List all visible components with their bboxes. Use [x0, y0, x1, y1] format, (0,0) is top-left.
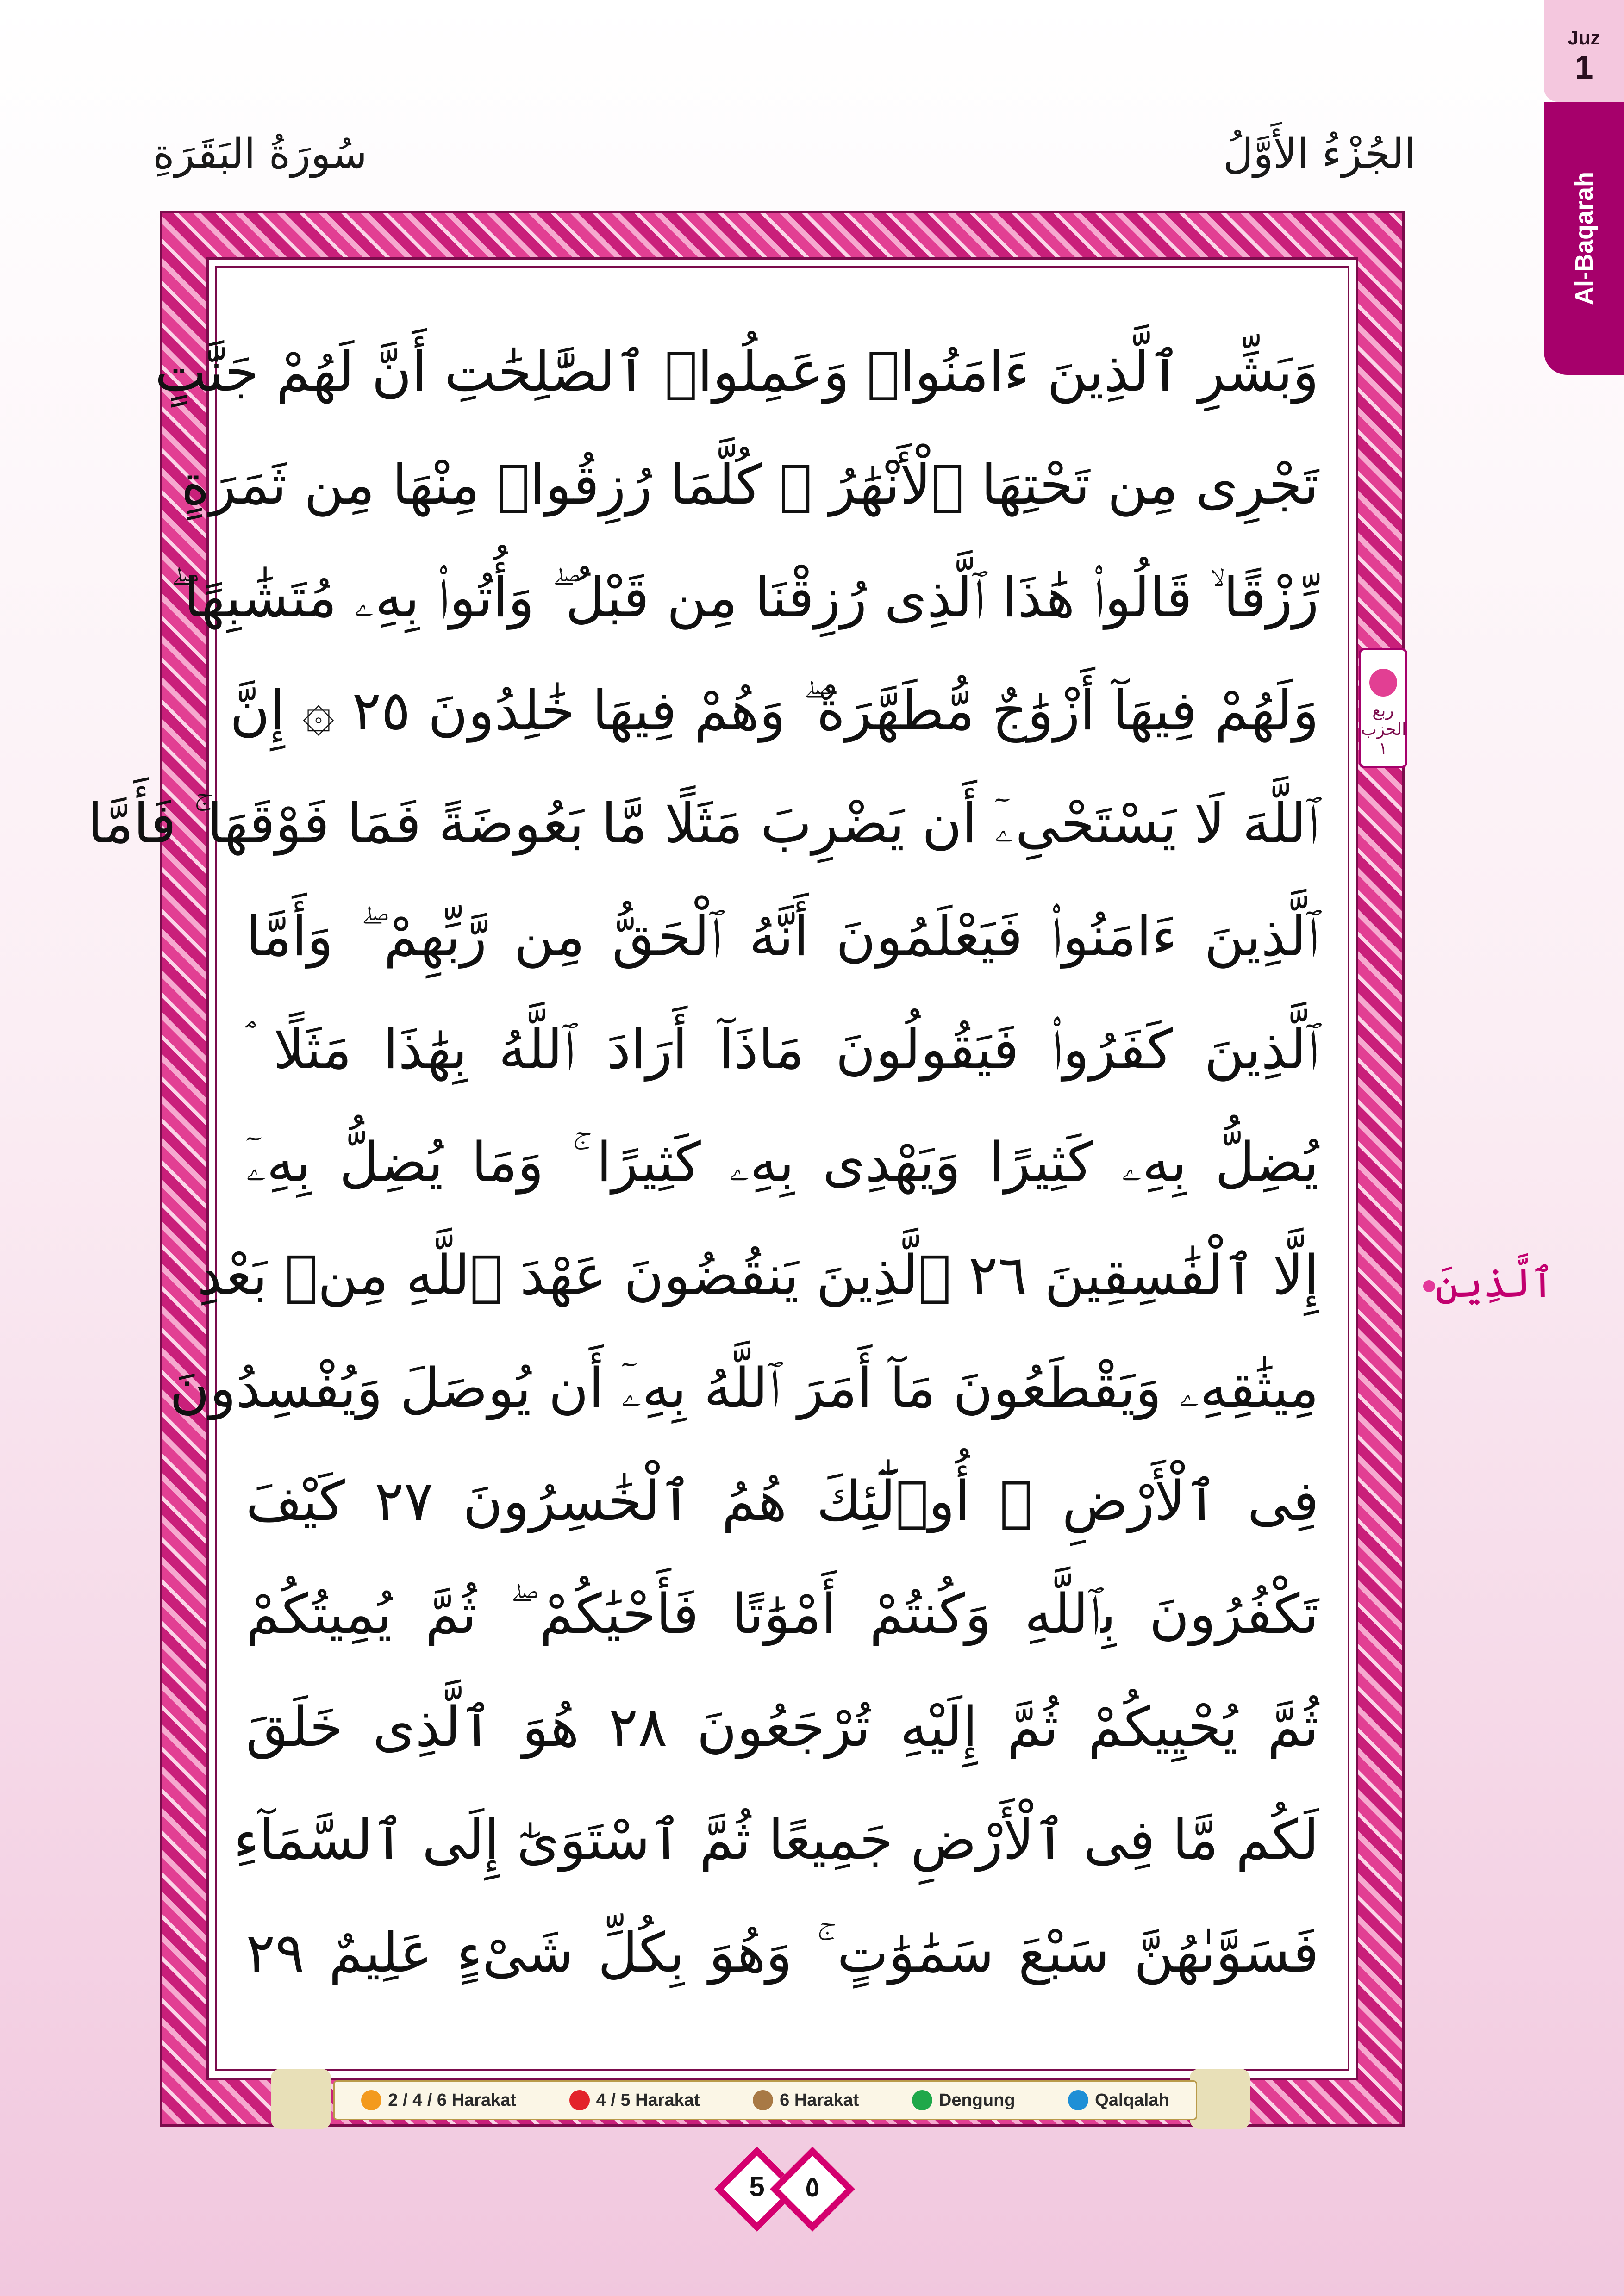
- ayah-line: لَكُم مَّا فِى ٱلْأَرْضِ جَمِيعًا ثُمَّ ٱسْتَوَىٰٓ إِلَى ٱلسَّمَآءِ: [233, 1808, 1319, 1872]
- ayah-line: يُضِلُّ بِهِۦ كَثِيرًا وَيَهْدِى بِهِۦ كَثِيرًا ۚ وَمَا يُضِلُّ بِهِۦٓ: [246, 1130, 1319, 1194]
- legend-item: [1068, 2090, 1169, 2110]
- juz-tab[interactable]: [1544, 0, 1624, 102]
- legend-item: [361, 2090, 516, 2110]
- page-number-arabic: ٥: [805, 2171, 820, 2202]
- legend-ornament-right-icon: [1190, 2069, 1250, 2129]
- text-panel: [87, 257, 1358, 2080]
- ayah-line: رِّزْقًا ۙ قَالُوا۟ هَٰذَا ٱلَّذِى رُزِقْنَا مِن قَبْلُ ۖ وَأُتُوا۟ بِهِۦ مُتَشَٰبِهًا ۖ: [170, 566, 1319, 629]
- legend-item: [753, 2090, 859, 2110]
- hizb-number: ١: [1378, 739, 1388, 758]
- green-dot-icon: [912, 2090, 932, 2110]
- orange-dot-icon: [361, 2090, 381, 2110]
- hizb-marker: [1359, 648, 1407, 768]
- juz-number: 1: [1574, 49, 1593, 86]
- hizb-ornament-icon: [1369, 669, 1397, 697]
- tajweed-legend: [333, 2080, 1197, 2120]
- legend-label: 6 Harakat: [780, 2090, 859, 2110]
- legend-ornament-left-icon: [271, 2069, 331, 2129]
- ayah-line: ثُمَّ يُحْيِيكُمْ ثُمَّ إِلَيْهِ تُرْجَعُونَ ٢٨ هُوَ ٱلَّذِى خَلَقَ: [246, 1695, 1319, 1759]
- ayah-line: تَجْرِى مِن تَحْتِهَا ٱلْأَنْهَٰرُ ۖ كُلَّمَا رُزِقُوا۟ مِنْهَا مِن ثَمَرَةٍ: [181, 453, 1319, 516]
- red-dot-icon: [569, 2090, 590, 2110]
- ayah-line: فِى ٱلْأَرْضِ ۚ أُو۟لَٰٓئِكَ هُمُ ٱلْخَٰسِرُونَ ٢٧ كَيْفَ: [246, 1469, 1319, 1533]
- page-number: [708, 2147, 861, 2231]
- margin-dot-icon: [1423, 1280, 1435, 1292]
- ayah-line: مِيثَٰقِهِۦ وَيَقْطَعُونَ مَآ أَمَرَ ٱللَّهُ بِهِۦٓ أَن يُوصَلَ وَيُفْسِدُونَ: [169, 1356, 1319, 1420]
- ayah-line: وَلَهُمْ فِيهَآ أَزْوَٰجٌ مُّطَهَّرَةٌ ۖ وَهُمْ فِيهَا خَٰلِدُونَ ٢٥ ۞ إِنَّ: [230, 678, 1319, 742]
- margin-note-text: ٱلَّذِينَ: [1435, 1259, 1555, 1307]
- ayah-line: ٱللَّهَ لَا يَسْتَحْىِۦٓ أَن يَضْرِبَ مَثَلًا مَّا بَعُوضَةً فَمَا فَوْقَهَا ۚ فَأَمَّا: [87, 791, 1319, 855]
- legend-label: Dengung: [938, 2090, 1015, 2110]
- legend-item: [569, 2090, 700, 2110]
- ayah-line: إِلَّا ٱلْفَٰسِقِينَ ٢٦ ٱلَّذِينَ يَنقُضُونَ عَهْدَ ٱللَّهِ مِنۢ بَعْدِ: [197, 1243, 1319, 1307]
- page-number-latin: 5: [749, 2171, 765, 2202]
- ayah-lines: [87, 315, 1319, 2009]
- ayah-line: ٱلَّذِينَ كَفَرُوا۟ فَيَقُولُونَ مَاذَآ أَرَادَ ٱللَّهُ بِهَٰذَا مَثَلًا ۘ: [246, 1017, 1319, 1081]
- surah-tab-label: Al-Baqarah: [1570, 171, 1598, 305]
- surah-header: سُورَةُ البَقَرَةِ: [153, 130, 368, 178]
- blue-dot-icon: [1068, 2090, 1088, 2110]
- hizb-label: ربع الحزب: [1361, 701, 1406, 739]
- legend-item: [912, 2090, 1015, 2110]
- legend-label: 2 / 4 / 6 Harakat: [388, 2090, 517, 2110]
- juz-label: Juz: [1568, 27, 1600, 49]
- juz-header: الجُزْءُ الأَوَّلُ: [1223, 130, 1416, 178]
- brown-dot-icon: [753, 2090, 773, 2110]
- ayah-line: وَبَشِّرِ ٱلَّذِينَ ءَامَنُوا۟ وَعَمِلُوا۟ ٱلصَّٰلِحَٰتِ أَنَّ لَهُمْ جَنَّٰتٍ: [155, 340, 1319, 404]
- legend-label: 4 / 5 Harakat: [596, 2090, 700, 2110]
- margin-note: [1417, 1259, 1555, 1307]
- ayah-line: تَكْفُرُونَ بِٱللَّهِ وَكُنتُمْ أَمْوَٰتًا فَأَحْيَٰكُمْ ۖ ثُمَّ يُمِيتُكُمْ: [246, 1582, 1319, 1646]
- surah-tab[interactable]: [1544, 102, 1624, 375]
- ayah-line: فَسَوَّىٰهُنَّ سَبْعَ سَمَٰوَٰتٍ ۚ وَهُوَ بِكُلِّ شَىْءٍ عَلِيمٌ ٢٩: [246, 1921, 1319, 1985]
- ornamental-frame: [87, 211, 1405, 2127]
- ayah-line: ٱلَّذِينَ ءَامَنُوا۟ فَيَعْلَمُونَ أَنَّهُ ٱلْحَقُّ مِن رَّبِّهِمْ ۖ وَأَمَّا: [246, 904, 1319, 968]
- legend-label: Qalqalah: [1095, 2090, 1169, 2110]
